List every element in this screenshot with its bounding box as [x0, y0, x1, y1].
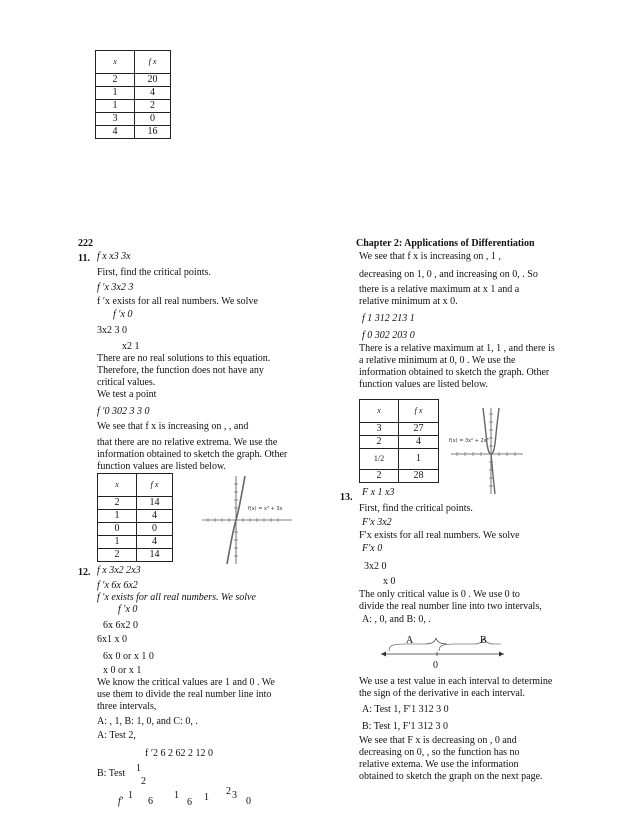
p13-line: First, find the critical points.	[359, 503, 473, 514]
p12-line: f x 3x2 2x3	[97, 565, 141, 576]
right-line: relative minimum at x 0.	[359, 296, 458, 307]
right-line: f 1 312 213 1	[362, 313, 415, 324]
p11-line: First, find the critical points.	[97, 267, 211, 278]
p12-line: f′	[118, 796, 123, 807]
problem-number-12: 12.	[78, 567, 91, 578]
table-row: 3 27	[360, 423, 439, 436]
table-header: f x	[399, 400, 439, 423]
table-header: x	[96, 51, 135, 74]
p11-line: information obtained to sketch the graph. Other	[97, 449, 288, 460]
right-line: a relative minimum at 0, 0 . We use the	[359, 355, 516, 366]
zero-label: 0	[433, 660, 438, 671]
table-header: x	[360, 400, 399, 423]
table-row: 3 0	[96, 113, 171, 126]
p12-line: B: Test	[97, 768, 126, 779]
p13-line: obtained to sketch the graph on the next page.	[359, 771, 543, 782]
p13-line: decreasing on 0, , so the function has no	[359, 747, 520, 758]
table-header: f x	[137, 474, 173, 497]
table-row: 1 2	[96, 100, 171, 113]
table-row: 0 0	[98, 523, 173, 536]
p12-line: 6x 6x2 0	[103, 620, 138, 631]
table-row: 1 4	[98, 510, 173, 523]
p11-graph-label: f(x) = x³ + 3x	[248, 506, 283, 512]
p11-line: f ′x exists for all real numbers. We solve	[97, 296, 258, 307]
p11-line: f ′0 302 3 3 0	[97, 406, 150, 417]
p12-line: 6	[187, 797, 192, 808]
p12-line: f ′x 6x 6x2	[97, 580, 138, 591]
problem-number-11: 11.	[78, 253, 90, 264]
p12-line: 2	[226, 786, 231, 797]
p12-line: 6x1 x 0	[97, 634, 127, 645]
interval-a-label: A	[406, 635, 414, 646]
p12-line: 1	[128, 790, 133, 801]
p13-line: F′x 3x2	[362, 517, 392, 528]
p11-line: f ′x 3x2 3	[97, 282, 134, 293]
right-line: f 0 302 203 0	[362, 330, 415, 341]
table-header: x	[98, 474, 137, 497]
p12-line: x 0 or x 1	[103, 665, 142, 676]
p13-line: A: Test 1, F′1 312 3 0	[362, 704, 449, 715]
p12-line: f ′x exists for all real numbers. We solve	[97, 592, 256, 603]
p12-line: We know the critical values are 1 and 0 . We	[97, 677, 275, 688]
right-line: there is a relative maximum at x 1 and a	[359, 284, 520, 295]
p12-line: 0	[246, 796, 251, 807]
p12-line: 2	[141, 776, 146, 787]
top-value-table	[95, 50, 171, 139]
right-line: There is a relative maximum at 1, 1 , and there is	[359, 343, 555, 354]
p13-line: The only critical value is 0 . We use 0 to	[359, 589, 520, 600]
p12-line: A: , 1, B: 1, 0, and C: 0, .	[97, 716, 198, 727]
table-row: 2 20	[96, 74, 171, 87]
p11-line: 3x2 3 0	[97, 325, 127, 336]
table-row: 2 4	[360, 436, 439, 449]
p12-line: use them to divide the real number line into	[97, 689, 272, 700]
p11-line: We test a point	[97, 389, 157, 400]
p12-line: f ′2 6 2 62 2 12 0	[145, 748, 214, 759]
p13-line: relative extema. We use the information	[359, 759, 519, 770]
p11-line: that there are no relative extrema. We use the	[97, 437, 278, 448]
problem-number-13: 13.	[340, 492, 353, 503]
p13-line: We use a test value in each interval to determine	[359, 676, 553, 687]
p11-line: f ′x 0	[113, 309, 133, 320]
right-line: information obtained to sketch the graph. Other	[359, 367, 550, 378]
p12-line: 1	[174, 790, 179, 801]
chapter-heading: Chapter 2: Applications of Differentiation	[356, 238, 535, 249]
table-row: 1/2 1	[360, 449, 439, 470]
p12-graph	[447, 404, 527, 496]
interval-b-label: B	[480, 635, 487, 646]
p13-line: B: Test 1, F′1 312 3 0	[362, 721, 449, 732]
number-line-diagram	[375, 632, 510, 672]
p11-line: There are no real solutions to this equation.	[97, 353, 271, 364]
p13-line: the sign of the derivative in each interval.	[359, 688, 526, 699]
p12-line: 1	[204, 792, 209, 803]
p13-line: 3x2 0	[364, 561, 387, 572]
right-line: We see that f x is increasing on , 1 ,	[359, 251, 501, 262]
p13-line: A: , 0, and B: 0, .	[362, 614, 431, 625]
p13-line: x 0	[383, 576, 396, 587]
right-line: decreasing on 1, 0 , and increasing on 0, . So	[359, 269, 538, 280]
p13-line: F′x 0	[362, 543, 383, 554]
table-row: 2 14	[98, 497, 173, 510]
p11-line: critical values.	[97, 377, 156, 388]
right-line: function values are listed below.	[359, 379, 489, 390]
p11-line: Therefore, the function does not have any	[97, 365, 264, 376]
p12-line: 3	[232, 790, 237, 801]
p11-line: f x x3 3x	[97, 251, 131, 262]
p11-graph	[198, 472, 296, 568]
p11-value-table	[97, 473, 173, 562]
page-number: 222	[78, 238, 93, 249]
table-row: 2 14	[98, 549, 173, 562]
p11-line: We see that f x is increasing on , , and	[97, 421, 249, 432]
p12-line: f ′x 0	[118, 604, 138, 615]
table-row: 2 28	[360, 470, 439, 483]
p13-line: We see that F x is decreasing on , 0 and	[359, 735, 517, 746]
p12-line: 1	[136, 763, 141, 774]
p11-line: function values are listed below.	[97, 461, 227, 472]
p12-line: 6x 0 or x 1 0	[103, 651, 154, 662]
right-value-table	[359, 399, 439, 483]
p12-line: three intervals,	[97, 701, 157, 712]
p12-graph-label: f(x) = 3x² + 2x³	[449, 438, 489, 444]
p13-line: divide the real number line into two intervals,	[359, 601, 542, 612]
table-header: f x	[135, 51, 171, 74]
p13-line: F′x exists for all real numbers. We solve	[359, 530, 520, 541]
table-row: 1 4	[96, 87, 171, 100]
table-row: 4 16	[96, 126, 171, 139]
p11-line: x2 1	[122, 341, 140, 352]
p12-line: 6	[148, 796, 153, 807]
p13-line: F x 1 x3	[362, 487, 395, 498]
p12-line: A: Test 2,	[97, 730, 136, 741]
table-row: 1 4	[98, 536, 173, 549]
